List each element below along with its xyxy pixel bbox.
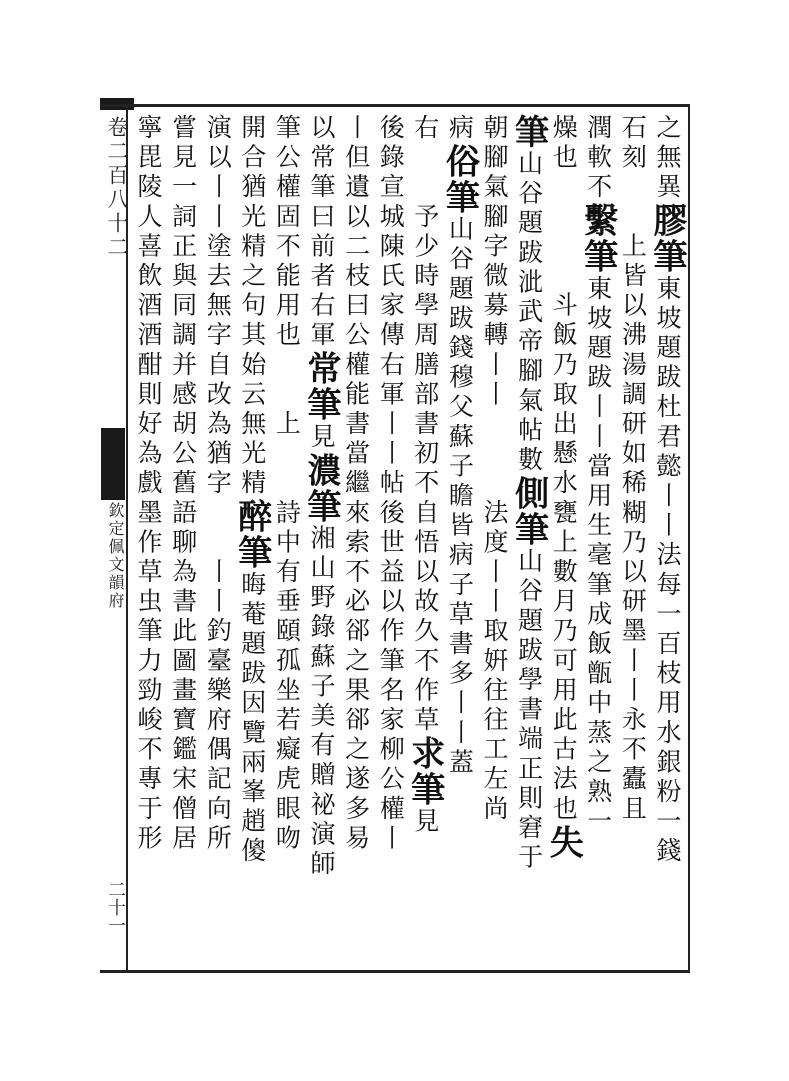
entry-text: 見 (307, 422, 336, 453)
entry-text: 以常筆曰前者右軍 (307, 114, 336, 351)
text-column (375, 114, 405, 964)
entry-heading: 膠筆 (647, 202, 687, 275)
volume-number: 卷二百八十二 (105, 116, 129, 260)
entry-text (203, 499, 232, 558)
entry-text (618, 173, 647, 232)
text-column (577, 114, 618, 964)
entry-text: 燥也 (549, 114, 579, 174)
entry-heading: 失 (543, 824, 584, 861)
entry-text: 詩中有垂頤孤坐若癡虎眼吻 (272, 498, 302, 855)
text-column (202, 114, 232, 964)
entry-text: 東坡題跋丨丨當用生毫筆成飯甑中蒸之熟一 (583, 274, 613, 838)
bottom-border (100, 970, 690, 973)
top-border (100, 104, 690, 107)
entry-text: 山谷題跋錢穆父蘇子瞻皆病子草書多丨丨 (445, 215, 475, 749)
entry-text (549, 173, 578, 291)
entry-text: 山谷題跋學書端正則窘于 (514, 547, 544, 874)
entry-heading: 求筆 (404, 735, 445, 808)
entry-text: 右 (410, 114, 440, 144)
entry-heading: 常筆 (301, 350, 341, 423)
entry-text: 蓋 (445, 748, 475, 779)
entry-text: 上皆以沸湯調研如稀糊乃以研墨丨丨永不蠹且 (618, 232, 648, 825)
text-column (479, 114, 509, 964)
entry-text: 丨丨釣臺樂府偶記向所 (203, 558, 233, 855)
entry-text: 石刻 (618, 114, 648, 174)
text-column (133, 114, 163, 964)
page-number: 二十一 (105, 880, 126, 934)
entry-text: 東坡題跋杜君懿丨丨法每一百枝用水銀粉一錢 (653, 274, 682, 867)
entry-heading: 側筆 (508, 475, 549, 548)
entry-heading: 濃筆 (301, 452, 341, 525)
page-margin (100, 110, 129, 970)
text-column (168, 114, 198, 964)
fishtail-mark (101, 428, 125, 500)
entry-text: 嘗見一詞正與同調并感胡公舊語聊為書此圖畫寶鑑宋僧居 (168, 114, 198, 854)
entry-text: 丨但遺以二枝曰公權能書當繼來索不必郤之果郤之遂多易 (341, 114, 371, 854)
entry-text: 見 (410, 807, 440, 838)
entry-text: 上 (272, 410, 302, 440)
entry-text: 開合猶光精之句其始云無光精 (237, 114, 267, 499)
text-column (231, 114, 272, 964)
entry-heading: 醉筆 (231, 498, 272, 571)
entry-text: 朝腳氣腳字微募轉丨丨 (480, 114, 509, 410)
text-column (341, 114, 371, 964)
text-column (543, 114, 584, 964)
text-column (301, 114, 341, 964)
entry-text: 演以丨丨塗去無字自改為猶字 (203, 114, 233, 499)
text-column (508, 114, 549, 964)
entry-text: 病 (445, 114, 475, 144)
entry-text: 晦菴題跋因覽兩峯趙傻 (237, 570, 267, 867)
entry-text: 之無異 (653, 114, 682, 203)
entry-text: 湘山野錄蘇子美有贈祕演師 (307, 524, 336, 880)
entry-text: 山谷題跋泚武帝腳氣帖數 (514, 150, 544, 476)
text-column (617, 114, 647, 964)
entry-heading: 俗筆 (439, 143, 480, 216)
entry-heading: 筆 (508, 114, 549, 150)
entry-text (272, 351, 301, 410)
entry-text: 潤軟不 (583, 114, 613, 203)
entry-text: 寧毘陵人喜飲酒酒酣則好為戲墨作草虫筆力勁峻不專于形 (134, 114, 163, 854)
entry-text: 筆公權固不能用也 (272, 114, 302, 351)
entry-text: 斗飯乃取出懸水甕上數月乃可用此古法也 (549, 291, 579, 825)
text-column (647, 114, 687, 964)
book-title: 欽定佩文韻府 (106, 502, 125, 610)
entry-text (411, 144, 440, 203)
text-column (271, 114, 301, 964)
entry-text: 後錄宣城陳氏家傳右軍丨丨帖後世益以作筆名家柳公權丨 (376, 114, 406, 854)
entry-text: 予少時學周膳部書初不自悟以故久不作草 (410, 202, 440, 736)
entry-text: 法度丨丨取姸往往工左尚 (480, 498, 509, 825)
text-column (439, 114, 480, 964)
entry-heading: 繫筆 (577, 202, 618, 275)
text-column (404, 114, 445, 964)
entry-text (272, 440, 301, 499)
entry-text (480, 410, 509, 499)
right-border (688, 104, 690, 972)
